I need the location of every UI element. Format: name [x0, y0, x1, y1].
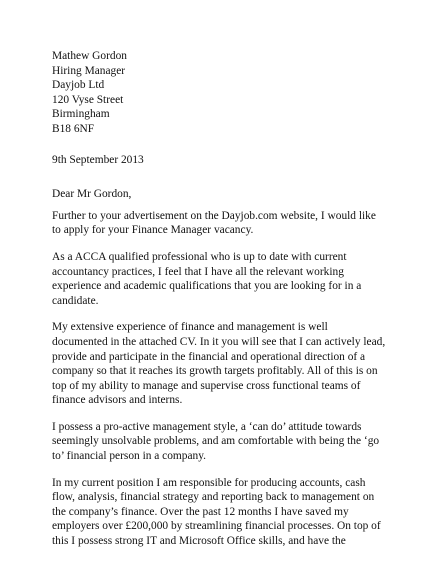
- paragraph-experience: [52, 320, 422, 408]
- paragraph-line: accountancy practices, I feel that I have all the relevant working: [52, 265, 344, 278]
- paragraph-line: company so that it reaches its growth targets profitably. All of this is on: [52, 365, 378, 378]
- paragraph-current-position: [52, 476, 422, 549]
- paragraph-intro: [52, 209, 422, 238]
- recipient-city: Birmingham: [52, 108, 110, 121]
- paragraph-line: provide and participate in the financial and operational direction of a: [52, 350, 366, 363]
- paragraph-line: the company’s finance. Over the past 12 months I have saved my: [52, 505, 349, 518]
- paragraph-line: flow, analysis, financial strategy and reporting back to management on: [52, 491, 375, 504]
- cover-letter: [52, 49, 422, 549]
- paragraph-line: to apply for your Finance Manager vacancy.: [52, 224, 254, 237]
- paragraph-line: to’ financial person in a company.: [52, 450, 207, 463]
- paragraph-line: Further to your advertisement on the Dayjob.com website, I would like: [52, 209, 376, 222]
- paragraph-line: finance advisors and interns.: [52, 394, 183, 407]
- recipient-company: Dayjob Ltd: [52, 79, 105, 92]
- paragraph-line: candidate.: [52, 294, 99, 307]
- paragraph-style: [52, 420, 422, 464]
- paragraph-line: I possess a pro-active management style, a ‘can do’ attitude towards: [52, 420, 362, 433]
- paragraph-line: employers over £200,000 by streamlining financial processes. On top of: [52, 520, 381, 533]
- paragraph-line: seemingly unsolvable problems, and am comfortable with being the ‘go: [52, 435, 380, 448]
- paragraph-line: As a ACCA qualified professional who is up to date with current: [52, 250, 347, 263]
- paragraph-line: top of my ability to manage and supervise cross functional teams of: [52, 379, 361, 392]
- recipient-title: Hiring Manager: [52, 64, 126, 77]
- paragraph-line: documented in the attached CV. In it you will see that I can actively lead,: [52, 335, 386, 348]
- recipient-address: [52, 49, 422, 137]
- paragraph-line: My extensive experience of finance and management is well: [52, 321, 328, 334]
- recipient-postcode: B18 6NF: [52, 122, 95, 135]
- paragraph-line: this I possess strong IT and Microsoft Office skills, and have the: [52, 535, 346, 548]
- paragraph-line: experience and academic qualifications that you are looking for in a: [52, 280, 362, 293]
- recipient-street: 120 Vyse Street: [52, 93, 124, 106]
- paragraph-line: In my current position I am responsible for producing accounts, cash: [52, 476, 366, 489]
- letter-date: 9th September 2013: [52, 153, 144, 166]
- salutation: Dear Mr Gordon,: [52, 188, 132, 201]
- recipient-name: Mathew Gordon: [52, 50, 127, 62]
- paragraph-qualifications: [52, 250, 422, 308]
